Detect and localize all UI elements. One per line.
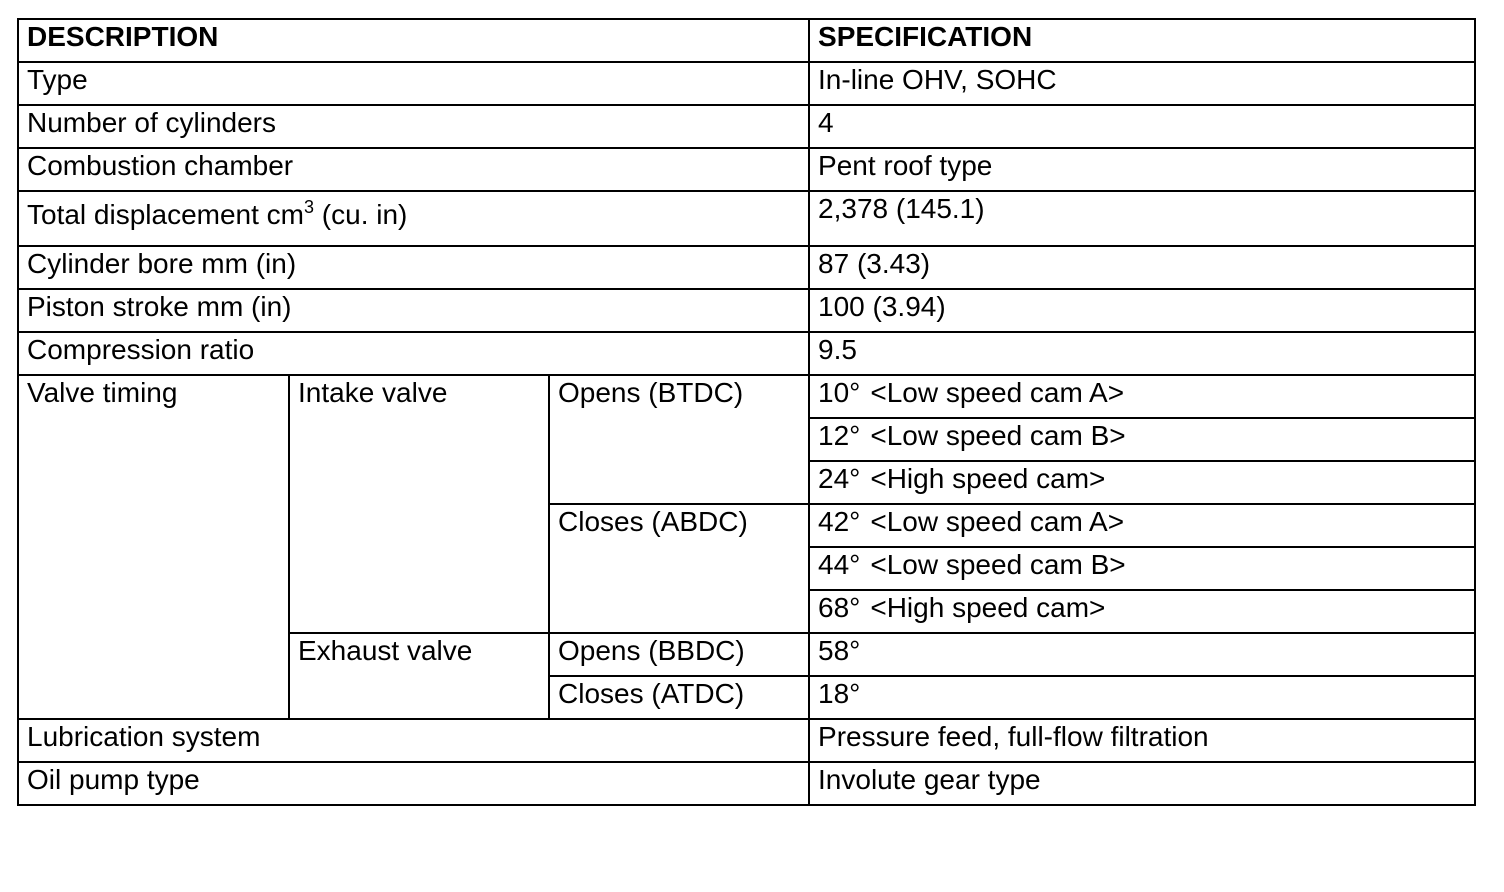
row-value-bore: 87 (3.43) (809, 246, 1475, 289)
row-value-displacement: 2,378 (145.1) (809, 191, 1475, 246)
row-label-type: Type (18, 62, 809, 105)
table-row (18, 762, 1475, 805)
exhaust-closes-value: 18° (809, 676, 1475, 719)
intake-valve-label: Intake valve (289, 375, 549, 633)
cam-note: <Low speed cam A> (870, 377, 1125, 408)
cam-note: <Low speed cam B> (870, 420, 1126, 451)
exhaust-valve-label: Exhaust valve (289, 633, 549, 719)
table-row (18, 289, 1475, 332)
table-row (18, 148, 1475, 191)
table-row (18, 246, 1475, 289)
intake-closes-value (809, 547, 1475, 590)
exhaust-closes-label: Closes (ATDC) (549, 676, 809, 719)
row-label-oil-pump: Oil pump type (18, 762, 809, 805)
row-label-displacement (18, 191, 809, 246)
displacement-label-superscript: 3 (304, 197, 315, 217)
row-value-lubrication: Pressure feed, full-flow filtration (809, 719, 1475, 762)
intake-closes-value (809, 504, 1475, 547)
engine-specification-table (17, 18, 1476, 806)
row-label-compression: Compression ratio (18, 332, 809, 375)
exhaust-opens-value: 58° (809, 633, 1475, 676)
exhaust-opens-label: Opens (BBDC) (549, 633, 809, 676)
row-label-cylinders: Number of cylinders (18, 105, 809, 148)
degree-value: 42° (818, 506, 861, 537)
degree-value: 10° (818, 377, 861, 408)
row-value-cylinders: 4 (809, 105, 1475, 148)
cam-note: <High speed cam> (870, 592, 1106, 623)
cam-note: <High speed cam> (870, 463, 1106, 494)
intake-opens-label: Opens (BTDC) (549, 375, 809, 504)
row-value-stroke: 100 (3.94) (809, 289, 1475, 332)
intake-closes-value (809, 590, 1475, 633)
table-header-row (18, 19, 1475, 62)
row-label-bore: Cylinder bore mm (in) (18, 246, 809, 289)
row-label-combustion: Combustion chamber (18, 148, 809, 191)
row-value-combustion: Pent roof type (809, 148, 1475, 191)
degree-value: 12° (818, 420, 861, 451)
row-value-oil-pump: Involute gear type (809, 762, 1475, 805)
intake-opens-value (809, 418, 1475, 461)
table-row (18, 375, 1475, 418)
table-row (18, 332, 1475, 375)
row-value-compression: 9.5 (809, 332, 1475, 375)
valve-timing-label: Valve timing (18, 375, 289, 719)
degree-value: 24° (818, 463, 861, 494)
intake-opens-value (809, 375, 1475, 418)
table-row (18, 719, 1475, 762)
header-description: DESCRIPTION (18, 19, 809, 62)
table-row (18, 105, 1475, 148)
cam-note: <Low speed cam B> (870, 549, 1126, 580)
table-row (18, 62, 1475, 105)
header-specification: SPECIFICATION (809, 19, 1475, 62)
degree-value: 68° (818, 592, 861, 623)
degree-value: 44° (818, 549, 861, 580)
intake-closes-label: Closes (ABDC) (549, 504, 809, 633)
cam-note: <Low speed cam A> (870, 506, 1125, 537)
row-label-lubrication: Lubrication system (18, 719, 809, 762)
row-value-type: In-line OHV, SOHC (809, 62, 1475, 105)
displacement-label-tail: (cu. in) (314, 199, 408, 230)
row-label-stroke: Piston stroke mm (in) (18, 289, 809, 332)
table-row (18, 191, 1475, 246)
displacement-label-main: Total displacement cm (27, 199, 305, 230)
intake-opens-value (809, 461, 1475, 504)
